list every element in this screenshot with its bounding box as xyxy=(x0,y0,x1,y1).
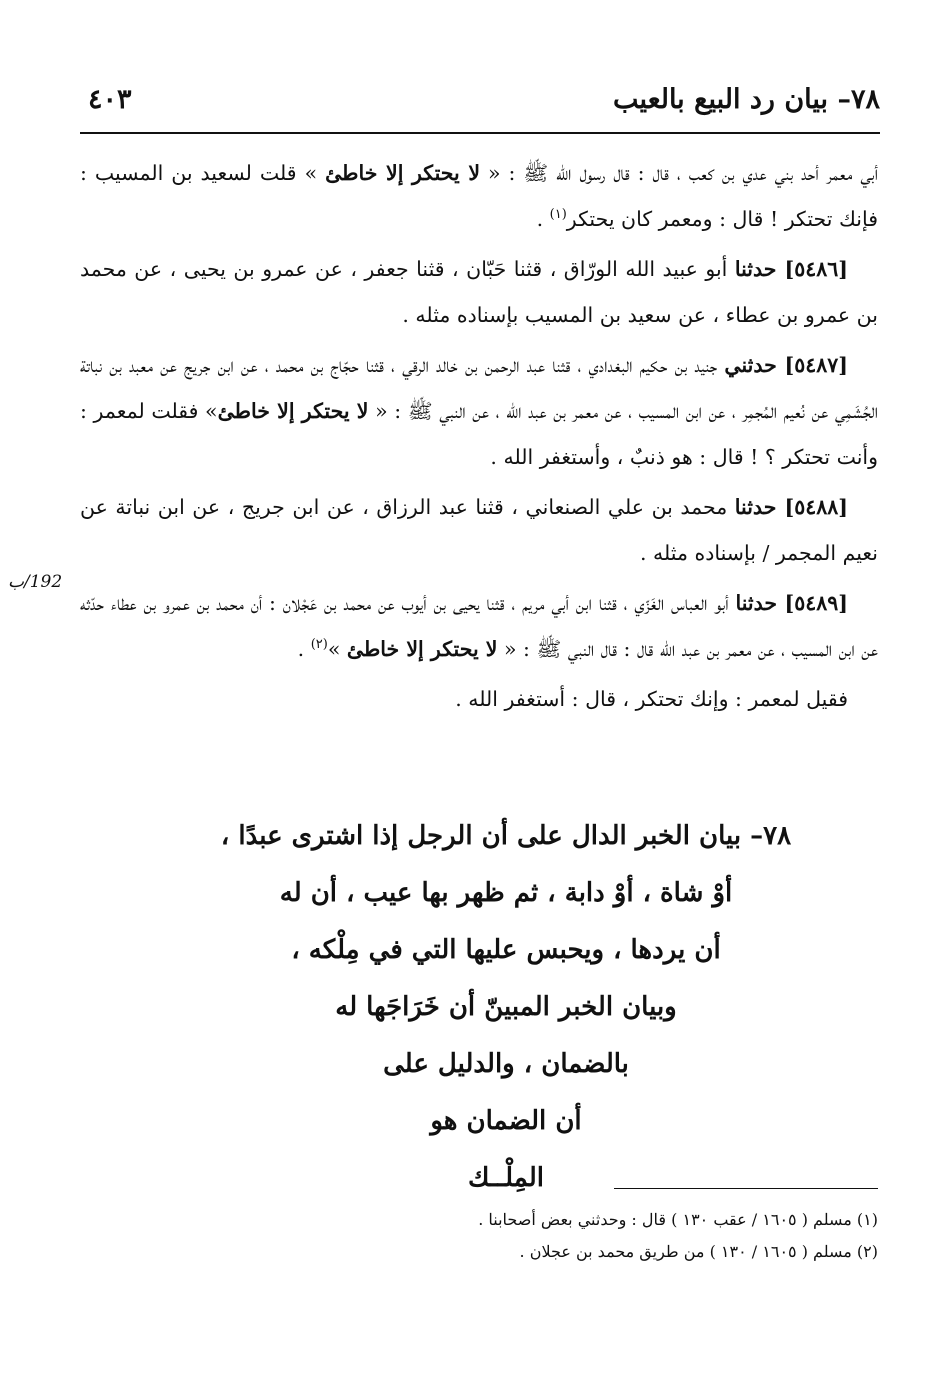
bold-text: [٥٤٨٨] حدثنا xyxy=(734,495,848,519)
hadith-paragraph xyxy=(80,484,878,576)
chapter-heading-line: المِلْــك xyxy=(468,1163,544,1193)
text-run: جنيد بن حكيم البغدادي ، قثنا عبد الرحمن بن خالد الرقي ، قثنا حجّاج بن محمد ، عن ابن جريج عن معبد بن نباتة الجُشَمِي عن نُعيم المُجمِر ، عن ابن المسيب ، عن معمر بن عبد الله ، عن النبي ﷺ : « xyxy=(80,353,878,423)
hadith-paragraph xyxy=(80,246,878,338)
footnotes xyxy=(80,1204,878,1268)
chapter-heading-line: ٧٨– بيان الخبر الدال على أن الرجل إذا اشترى عبدًا ، xyxy=(220,821,792,851)
bold-text: [٥٤٨٩] حدثنا xyxy=(735,591,848,615)
footnote-ref: (١) xyxy=(549,207,567,223)
hadith-paragraph xyxy=(80,342,878,480)
text-run: » xyxy=(327,637,347,661)
chapter-heading xyxy=(80,808,932,1207)
text-run: فقيل لمعمر : وإنك تحتكر ، قال : أستغفر الله . xyxy=(455,687,848,711)
text-run: أبو العباس الغَزّي ، قثنا ابن أبي مريم ، قثنا يحيى بن أيوب عن محمد بن عَجْلان : أن محمد بن عمرو بن عطاء حدّثه عن ابن المسيب ، عن معمر بن عبد الله قال : قال النبي ﷺ : « xyxy=(80,591,878,661)
hadith-paragraph xyxy=(80,150,878,242)
footnote-ref: (٢) xyxy=(310,637,328,653)
text-run: محمد بن علي الصنعاني ، قثنا عبد الرزاق ، عن ابن جريج ، عن ابن نباتة عن نعيم المجمر / بإسناده مثله . xyxy=(80,495,878,565)
footnote-rule xyxy=(614,1188,878,1189)
text-run: أبو عبيد الله الورّاق ، قثنا حَبّان ، قثنا جعفر ، عن عمرو بن يحيى ، عن محمد بن عمرو بن عطاء ، عن سعيد بن المسيب بإسناده مثله . xyxy=(80,257,878,327)
chapter-heading-line: بالضمان ، والدليل على xyxy=(383,1049,629,1079)
running-header-title: ٧٨– بيان رد البيع بالعيب xyxy=(613,84,880,115)
bold-text: [٥٤٨٦] حدثنا xyxy=(734,257,848,281)
header-rule xyxy=(80,132,880,134)
text-run: أبي معمر أحد بني عدي بن كعب ، قال : قال رسول الله ﷺ : « xyxy=(480,161,879,185)
text-run: . xyxy=(297,637,311,661)
text-run: » قلت لسعيد بن المسيب : فإنك تحتكر ! قال : ومعمر كان يحتكر xyxy=(80,161,878,231)
footnote-2: (٢) مسلم ( ١٦٠٥ / ١٣٠ ) من طريق محمد بن عجلان . xyxy=(519,1242,878,1261)
bold-text: لا يحتكر إلا خاطئ xyxy=(217,399,369,423)
chapter-heading-line: وبيان الخبر المبينّ أن خَرَاجَها له xyxy=(335,992,677,1022)
chapter-heading-line: أن الضمان هو xyxy=(430,1106,582,1136)
hadith-paragraph xyxy=(80,676,878,722)
chapter-heading-line: أوْ شاة ، أوْ دابة ، ثم ظهر بها عيب ، أن له xyxy=(279,878,733,908)
bold-text: لا يحتكر إلا خاطئ xyxy=(325,161,481,185)
hadith-body xyxy=(80,150,878,726)
footnote-1: (١) مسلم ( ١٦٠٥ / عقب ١٣٠ ) قال : وحدثني بعض أصحابنا . xyxy=(478,1210,878,1229)
hadith-paragraph xyxy=(80,580,878,672)
bold-text: لا يحتكر إلا خاطئ xyxy=(346,637,498,661)
text-run: . xyxy=(536,207,550,231)
page-number: ٤٠٣ xyxy=(88,84,132,115)
text-run: » فقلت لمعمر : وأنت تحتكر ؟ ! قال : هو ذنبٌ ، وأستغفر الله . xyxy=(80,399,878,469)
chapter-heading-line: أن يردها ، ويحبس عليها التي في مِلْكه ، xyxy=(291,935,721,965)
bold-text: [٥٤٨٧] حدثني xyxy=(724,353,848,377)
manuscript-folio-note: 192/ب xyxy=(8,572,63,592)
